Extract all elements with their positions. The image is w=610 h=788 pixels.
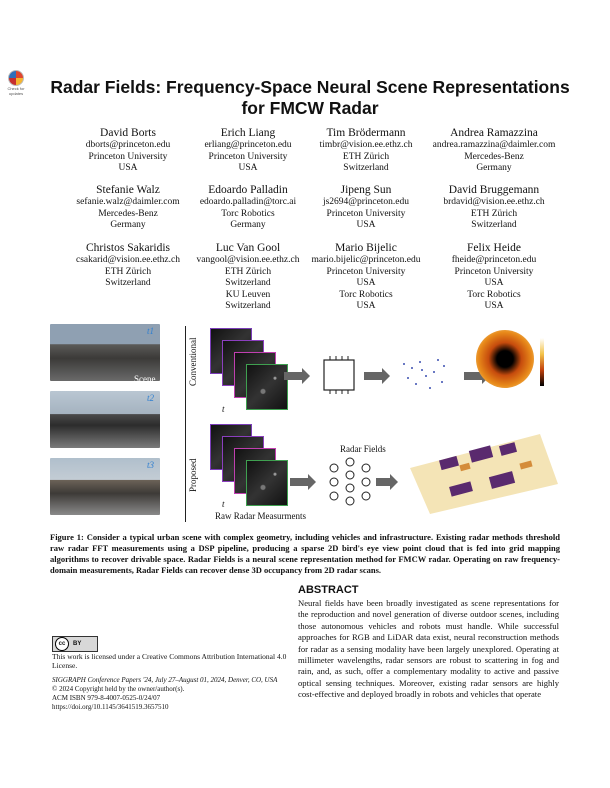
author-affiliation: USA	[118, 163, 138, 174]
author-affiliation: Switzerland	[343, 163, 389, 174]
t-axis-label-bottom: t	[222, 499, 225, 509]
author-entry	[62, 183, 194, 232]
paper-title: Radar Fields: Frequency-Space Neural Scene Representations for FMCW Radar	[50, 77, 570, 118]
t3-label: t3	[147, 460, 155, 470]
author-affiliation: USA	[356, 220, 376, 231]
author-affiliation: USA	[356, 301, 376, 312]
scene-image-t3	[50, 458, 160, 515]
dsp-chip-icon	[324, 360, 354, 390]
author-affiliation: Mercedes-Benz	[464, 151, 524, 162]
author-affiliation: Princeton University	[88, 151, 168, 162]
radar-frame-4	[246, 364, 288, 410]
arrow-to-dsp	[284, 368, 310, 384]
author-affiliation: ETH Zürich	[342, 151, 390, 162]
author-affiliation: Germany	[476, 163, 512, 174]
author-name: Tim Brödermann	[326, 127, 406, 139]
publication-info	[52, 676, 287, 712]
author-affiliation: Switzerland	[471, 220, 517, 231]
dense-occupancy-graphic	[400, 428, 560, 518]
abstract-body: Neural fields have been broadly investigated as scene representations for the reproduction and novel generation of diverse outdoor scenes, including those autonomous vehicles and robots must handle. While successful approaches for RGB and LiDAR data exist, neural reconstruction methods for radar as a sensing modality have been largely unexplored. Operating at millimeter wavelengths, radar sensors are robust to scattering in fog and rain, and, as such, offer a complementary modality to active and passive optical sensing techniques. Moreover, existing radar sensors are highly cost-effective and deployed broadly in robots and vehicles that operate	[298, 598, 559, 700]
author-name: Andrea Ramazzina	[450, 127, 538, 139]
scene-image-t2	[50, 391, 160, 448]
author-affiliation: Germany	[230, 220, 266, 231]
scene-label: Scene	[134, 374, 156, 384]
author-affiliation: Torc Robotics	[221, 208, 275, 219]
badge-line2: updates	[8, 91, 24, 96]
author-entry	[62, 241, 194, 290]
author-email[interactable]: fheide@princeton.edu	[451, 255, 537, 265]
author-name: Stefanie Walz	[96, 184, 160, 196]
author-name: David Bruggemann	[448, 184, 540, 196]
author-affiliation: Princeton University	[326, 208, 406, 219]
author-email[interactable]: erliang@princeton.edu	[204, 140, 292, 150]
doi-link[interactable]: https://doi.org/10.1145/3641519.3657510	[52, 703, 169, 711]
author-email[interactable]: vangool@vision.ee.ethz.ch	[196, 255, 300, 265]
author-email[interactable]: js2694@princeton.edu	[322, 197, 410, 207]
author-email[interactable]: timbr@vision.ee.ethz.ch	[319, 140, 413, 150]
figure-divider	[185, 326, 186, 522]
cc-icon: cc	[55, 637, 69, 651]
colorbar	[540, 338, 544, 386]
radar-fields-label: Radar Fields	[340, 444, 386, 454]
author-email[interactable]: sefanie.walz@daimler.com	[76, 197, 180, 207]
author-entry	[182, 241, 314, 313]
t1-label: t1	[147, 326, 155, 336]
author-affiliation: Switzerland	[225, 301, 271, 312]
author-affiliation: ETH Zürich	[104, 266, 152, 277]
figure-caption: Figure 1: Consider a typical urban scene with complex geometry, including vehicles and infrastructure. Existing radar methods threshold raw radar FFT measurements using a DSP pipeline, producing a sparse 2D bird's eye view point cloud that is fed into grid mapping algorithms to recover drivable space. Radar Fields is a neural scene representation method for FMCW radar. Operating on raw frequency-domain measurements, Radar Fields can recover dense 3D occupancy from 2D radar scans.	[50, 532, 560, 575]
author-entry	[62, 126, 194, 175]
author-email[interactable]: mario.bijelic@princeton.edu	[311, 255, 421, 265]
author-entry	[428, 241, 560, 313]
author-affiliation: USA	[356, 278, 376, 289]
author-email[interactable]: csakarid@vision.ee.ethz.ch	[76, 255, 180, 265]
check-for-updates-badge[interactable]	[4, 70, 28, 98]
author-name: Christos Sakaridis	[85, 242, 170, 254]
venue-line: SIGGRAPH Conference Papers '24, July 27–August 01, 2024, Denver, CO, USA	[52, 676, 278, 684]
author-affiliation: USA	[484, 278, 504, 289]
author-affiliation: Switzerland	[105, 278, 151, 289]
t-axis-label-top: t	[222, 404, 225, 414]
author-name: Luc Van Gool	[215, 242, 281, 254]
author-email[interactable]: edoardo.palladin@torc.ai	[199, 197, 297, 207]
arrow-to-points	[364, 368, 390, 384]
occupancy-grid-map	[476, 330, 534, 388]
author-affiliation: Princeton University	[454, 266, 534, 277]
conventional-label: Conventional	[188, 337, 198, 386]
teaser-figure	[50, 324, 560, 524]
author-entry	[300, 183, 432, 232]
author-name: Edoardo Palladin	[208, 184, 288, 196]
author-affiliation: ETH Zürich	[224, 266, 272, 277]
author-entry	[300, 126, 432, 175]
author-email[interactable]: dborts@princeton.edu	[85, 140, 171, 150]
author-affiliation: USA	[484, 301, 504, 312]
author-affiliation: ETH Zürich	[470, 208, 518, 219]
author-affiliation: Princeton University	[208, 151, 288, 162]
neural-network-graphic	[290, 456, 400, 516]
isbn-line: ACM ISBN 979-8-4007-0525-0/24/07	[52, 694, 161, 702]
author-entry	[428, 126, 560, 175]
bev-point-cloud	[403, 359, 445, 389]
copyright-line: © 2024 Copyright held by the owner/author(s).	[52, 685, 185, 693]
crossmark-icon	[8, 70, 24, 86]
author-name: Mario Bijelic	[335, 242, 397, 254]
author-name: Jipeng Sun	[340, 184, 392, 196]
author-entry	[182, 183, 314, 232]
author-affiliation: Germany	[110, 220, 146, 231]
author-affiliation: Torc Robotics	[339, 289, 393, 300]
license-statement: This work is licensed under a Creative Commons Attribution International 4.0 License.	[52, 652, 287, 670]
author-entry	[428, 183, 560, 232]
author-email[interactable]: andrea.ramazzina@daimler.com	[432, 140, 556, 150]
author-affiliation: KU Leuven	[225, 289, 271, 300]
author-entry	[300, 241, 432, 313]
cc-license-badge[interactable]	[52, 636, 98, 652]
radar-frame-8	[246, 460, 288, 506]
author-affiliation: Mercedes-Benz	[98, 208, 158, 219]
raw-measurements-label: Raw Radar Measurments	[215, 511, 306, 521]
author-name: Erich Liang	[220, 127, 276, 139]
author-name: Felix Heide	[467, 242, 521, 254]
abstract-heading: ABSTRACT	[298, 584, 359, 596]
cc-by-label: BY	[73, 641, 82, 647]
proposed-label: Proposed	[188, 458, 198, 492]
author-affiliation: USA	[238, 163, 258, 174]
author-affiliation: Switzerland	[225, 278, 271, 289]
badge-line1: Check for	[7, 86, 25, 91]
author-entry	[182, 126, 314, 175]
scene-image-t1	[50, 324, 160, 381]
author-name: David Borts	[100, 127, 156, 139]
author-email[interactable]: brdavid@vision.ee.ethz.ch	[443, 197, 545, 207]
author-affiliation: Princeton University	[326, 266, 406, 277]
t2-label: t2	[147, 393, 155, 403]
author-affiliation: Torc Robotics	[467, 289, 521, 300]
